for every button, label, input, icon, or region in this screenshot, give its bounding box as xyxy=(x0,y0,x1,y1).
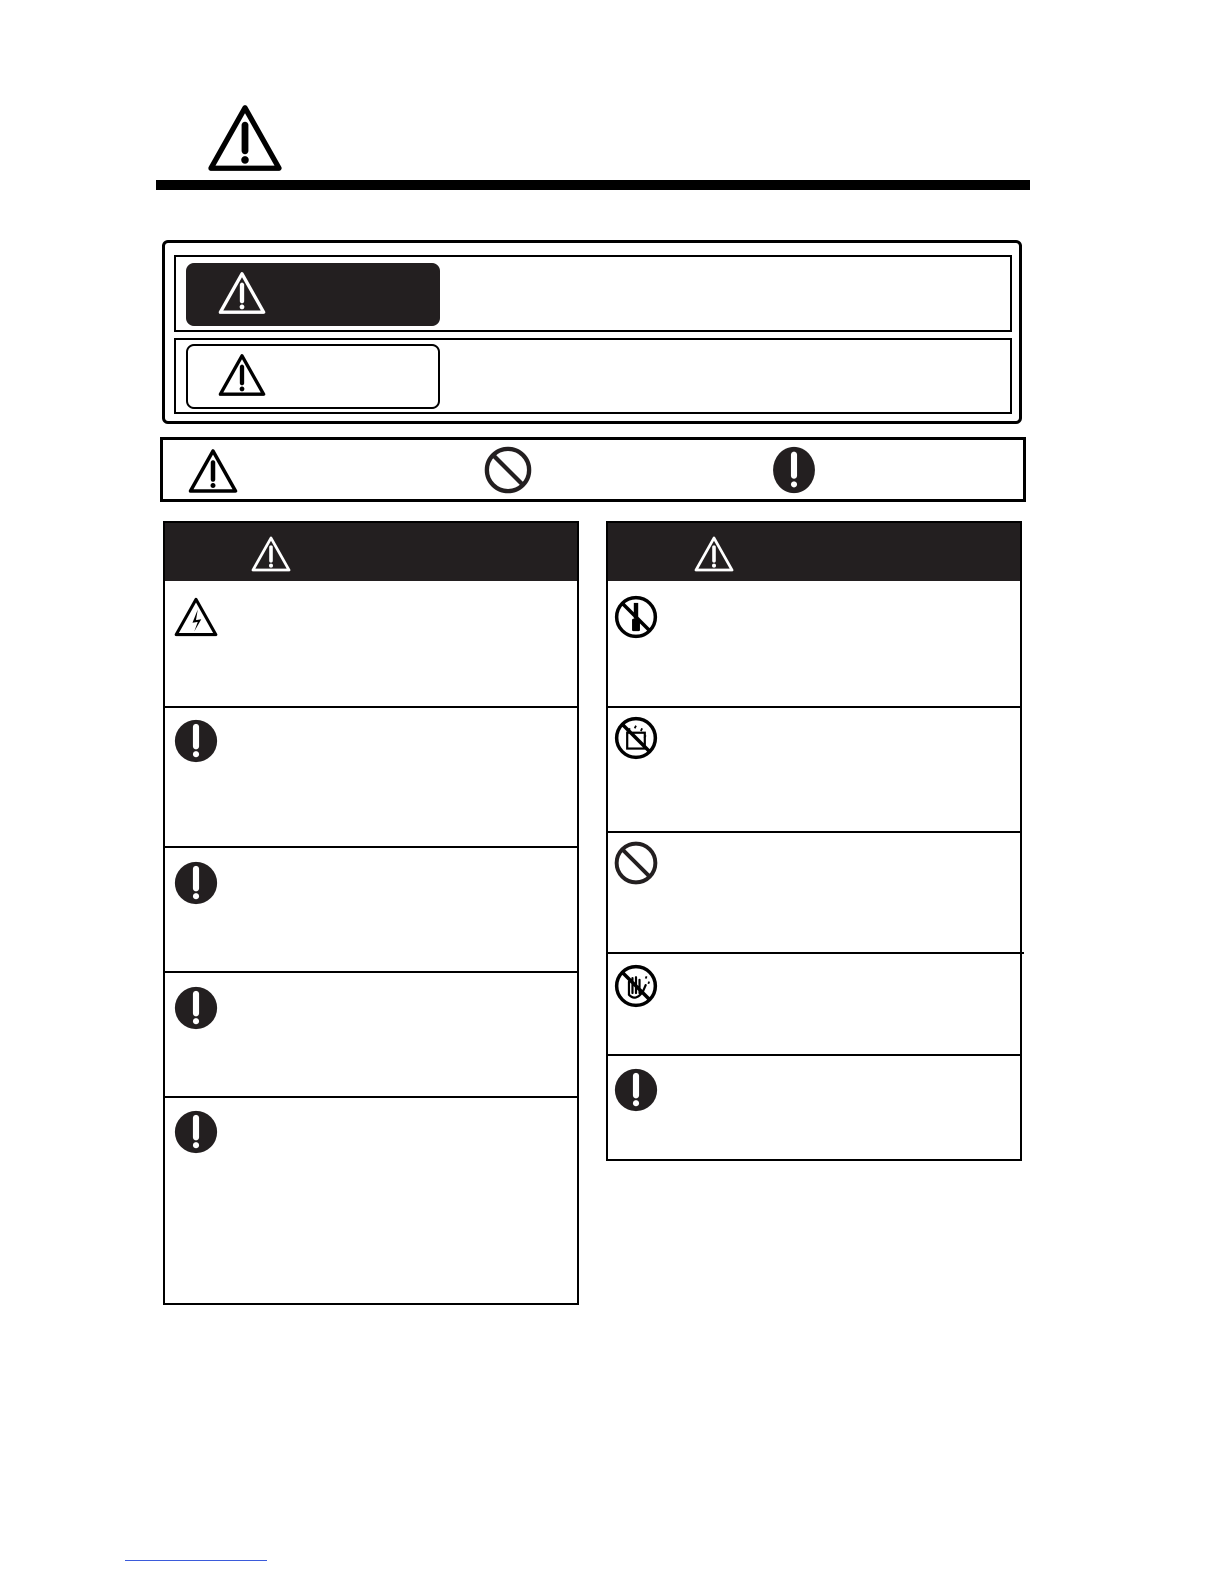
mandatory-action-icon xyxy=(174,985,218,1031)
no-water-icon xyxy=(614,716,658,762)
item-divider xyxy=(606,706,1022,708)
mandatory-action-icon xyxy=(174,718,218,764)
warning-triangle-icon xyxy=(251,535,291,573)
caution-panel-header xyxy=(608,523,1020,581)
no-wet-hands-icon xyxy=(614,964,658,1010)
item-divider xyxy=(606,952,1024,954)
symbol-legend-box xyxy=(160,437,1026,502)
header-warning-icon xyxy=(207,104,283,172)
item-divider xyxy=(606,831,1022,833)
no-disassembly-icon xyxy=(614,595,658,641)
warning-triangle-icon xyxy=(218,271,266,315)
mandatory-action-icon xyxy=(174,860,218,906)
electric-shock-icon xyxy=(174,597,218,643)
item-divider xyxy=(163,846,579,848)
warning-triangle-icon xyxy=(694,535,734,573)
legend-prohibit-icon xyxy=(484,446,532,494)
mandatory-action-icon xyxy=(614,1067,658,1113)
legend-mandatory-icon xyxy=(772,446,816,494)
item-divider xyxy=(163,971,579,973)
item-divider xyxy=(163,1096,579,1098)
legend-warning-icon xyxy=(188,448,238,494)
caution-panel xyxy=(606,521,1022,1161)
item-divider xyxy=(606,1054,1022,1056)
footer-rule xyxy=(125,1560,267,1561)
caution-triangle-icon xyxy=(218,353,266,397)
mandatory-action-icon xyxy=(174,1109,218,1155)
warning-panel xyxy=(163,521,579,1305)
warning-panel-header xyxy=(165,523,577,581)
item-divider xyxy=(163,706,579,708)
title-rule xyxy=(156,180,1030,190)
prohibit-circle-icon xyxy=(614,841,658,887)
